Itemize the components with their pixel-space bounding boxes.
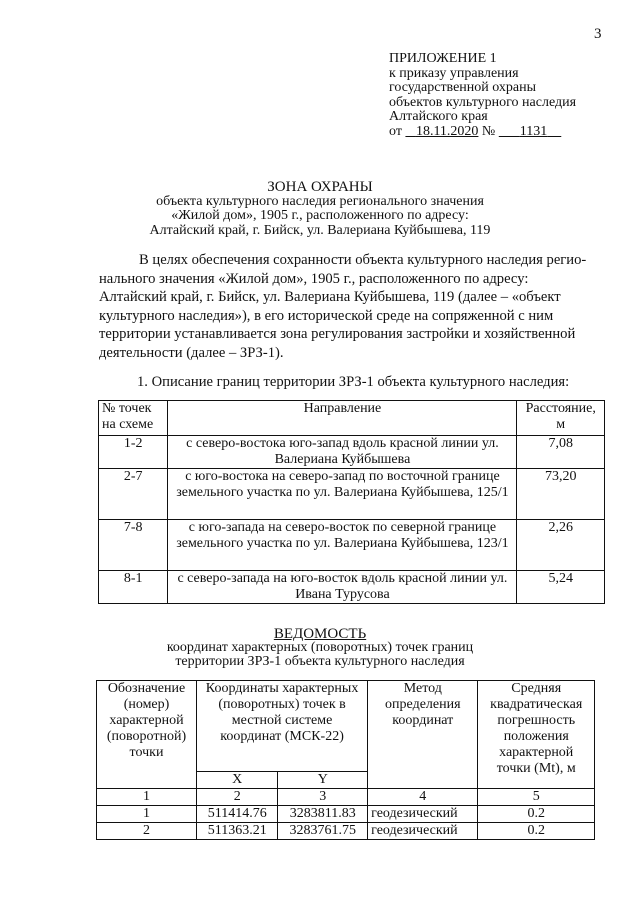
table-row xyxy=(99,571,605,604)
header-x: X xyxy=(197,772,278,789)
paragraph-line: деятельности (далее – ЗРЗ-1). xyxy=(99,344,284,361)
col-number: 3 xyxy=(278,789,368,806)
header-error: Средняя квадратическая погрешность положения характерной точки (Mt), м xyxy=(478,681,595,789)
boundary-table xyxy=(98,400,605,604)
cell-direction: с юго-запада на северо-восток по северной границе земельного участка по ул. Валериана Куйбышева, 123/1 xyxy=(168,520,517,571)
title-heading: ЗОНА ОХРАНЫ xyxy=(267,179,373,195)
appendix-line: к приказу управления xyxy=(389,65,519,81)
table-header-row xyxy=(97,681,595,772)
col-number: 5 xyxy=(478,789,595,806)
table-row xyxy=(99,469,605,520)
order-number: 1131 xyxy=(519,123,548,139)
table-row xyxy=(99,520,605,571)
appendix-order-line xyxy=(389,125,576,140)
cell-distance: 7,08 xyxy=(517,436,605,469)
coordinates-table xyxy=(96,680,595,840)
paragraph-line: нального значения «Жилой дом», 1905 г., расположенного по адресу: xyxy=(99,270,529,287)
title-line: Алтайский край, г. Бийск, ул. Валериана Куйбышева, 119 xyxy=(149,222,491,238)
cell-method: геодезический xyxy=(368,823,478,840)
cell-points: 7-8 xyxy=(99,520,168,571)
paragraph-line: В целях обеспечения сохранности объекта культурного наследия регио- xyxy=(139,252,587,268)
cell-points: 8-1 xyxy=(99,571,168,604)
intro-paragraph xyxy=(99,251,607,363)
vedomost-line: координат характерных (поворотных) точек границ xyxy=(166,640,474,655)
paragraph-line: культурного наследия»), в его исторической среде на сопряженной с ним xyxy=(99,307,554,324)
table-row xyxy=(99,436,605,469)
header-method: Метод определения координат xyxy=(368,681,478,789)
vedomost-line: территории ЗРЗ-1 объекта культурного наследия xyxy=(175,654,465,669)
cell-y: 3283811.83 xyxy=(278,806,368,823)
col-number: 1 xyxy=(97,789,197,806)
paragraph-line: Алтайский край, г. Бийск, ул. Валериана Куйбышева, 119 (далее – «объект xyxy=(99,289,561,306)
appendix-line: объектов культурного наследия xyxy=(389,94,577,110)
cell-distance: 2,26 xyxy=(517,520,605,571)
table-row xyxy=(97,806,595,823)
cell-y: 3283761.75 xyxy=(278,823,368,840)
page-number: 3 xyxy=(594,26,602,42)
table-row xyxy=(97,823,595,840)
cell-error: 0.2 xyxy=(478,823,595,840)
paragraph-line: территории устанавливается зона регулирования застройки и хозяйственной xyxy=(99,326,576,343)
title-line: объекта культурного наследия регионального значения xyxy=(156,193,484,209)
number-label: № xyxy=(481,123,496,139)
header-designation: Обозначение (номер) характерной (поворотной) точки xyxy=(97,681,197,789)
header-coords: Координаты характерных (поворотных) точек в местной системе координат (МСК-22) xyxy=(197,681,368,772)
column-number-row xyxy=(97,789,595,806)
title-line: «Жилой дом», 1905 г., расположенного по адресу: xyxy=(171,208,469,223)
cell-error: 0.2 xyxy=(478,806,595,823)
vedomost-title xyxy=(0,627,640,669)
header-distance: Расстояние, м xyxy=(517,401,605,436)
cell-distance: 73,20 xyxy=(517,469,605,520)
cell-x: 511363.21 xyxy=(197,823,278,840)
cell-direction: с северо-востока юго-запад вдоль красной линии ул. Валериана Куйбышева xyxy=(168,436,517,469)
col-number: 4 xyxy=(368,789,478,806)
header-direction: Направление xyxy=(168,401,517,436)
header-y: Y xyxy=(278,772,368,789)
document-title xyxy=(0,180,640,238)
col-number: 2 xyxy=(197,789,278,806)
cell-points: 2-7 xyxy=(99,469,168,520)
cell-method: геодезический xyxy=(368,806,478,823)
cell-point: 2 xyxy=(97,823,197,840)
cell-x: 511414.76 xyxy=(197,806,278,823)
from-label: от xyxy=(389,123,402,139)
cell-direction: с северо-запада на юго-восток вдоль красной линии ул. Ивана Турусова xyxy=(168,571,517,604)
appendix-line: Алтайского края xyxy=(389,109,488,124)
table-header-row xyxy=(99,401,605,436)
cell-distance: 5,24 xyxy=(517,571,605,604)
cell-direction: с юго-востока на северо-запад по восточной границе земельного участка по ул. Валериана Куйбышева, 125/1 xyxy=(168,469,517,520)
section-heading: 1. Описание границ территории ЗРЗ-1 объекта культурного наследия: xyxy=(137,374,570,390)
vedomost-heading: ВЕДОМОСТЬ xyxy=(273,626,367,642)
cell-points: 1-2 xyxy=(99,436,168,469)
appendix-block xyxy=(389,52,576,139)
appendix-heading: ПРИЛОЖЕНИЕ 1 xyxy=(389,51,497,66)
header-points: № точек на схеме xyxy=(99,401,168,436)
appendix-line: государственной охраны xyxy=(389,80,537,95)
cell-point: 1 xyxy=(97,806,197,823)
order-date: 18.11.2020 xyxy=(415,123,479,139)
